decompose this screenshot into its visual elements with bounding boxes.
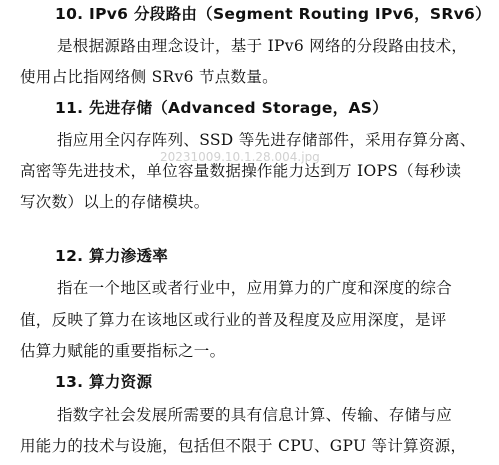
section-10-line-2: 使用占比指网络侧 SRv6 节点数量。: [20, 68, 278, 86]
section-12-line-2: 值，反映了算力在该地区或行业的普及程度及应用深度，是评: [20, 311, 447, 329]
section-11-line-3: 写次数）以上的存储模块。: [20, 193, 210, 211]
section-12-line-3: 估算力赋能的重要指标之一。: [20, 342, 226, 360]
section-11-line-1: 指应用全闪存阵列、SSD 等先进存储部件，采用存算分离、: [57, 131, 476, 149]
section-13-heading: 13. 算力资源: [55, 373, 153, 391]
watermark-text: 20231009.10.1.28.004.jpg: [160, 150, 320, 164]
section-11-heading: 11. 先进存储（Advanced Storage，AS）: [55, 99, 389, 117]
section-10-line-1: 是根据源路由理念设计，基于 IPv6 网络的分段路由技术，: [57, 37, 468, 55]
section-12-line-1: 指在一个地区或者行业中，应用算力的广度和深度的综合: [57, 279, 453, 297]
section-12-heading: 12. 算力渗透率: [55, 247, 169, 265]
section-13-line-2: 用能力的技术与设施，包括但不限于 CPU、GPU 等计算资源，: [20, 437, 467, 455]
section-10-heading: 10. IPv6 分段路由（Segment Routing IPv6，SRv6）: [55, 5, 491, 23]
section-11-line-2: 高密等先进技术，单位容量数据操作能力达到万 IOPS（每秒读: [20, 162, 462, 180]
section-13-line-1: 指数字社会发展所需要的具有信息计算、传输、存储与应: [57, 406, 453, 424]
